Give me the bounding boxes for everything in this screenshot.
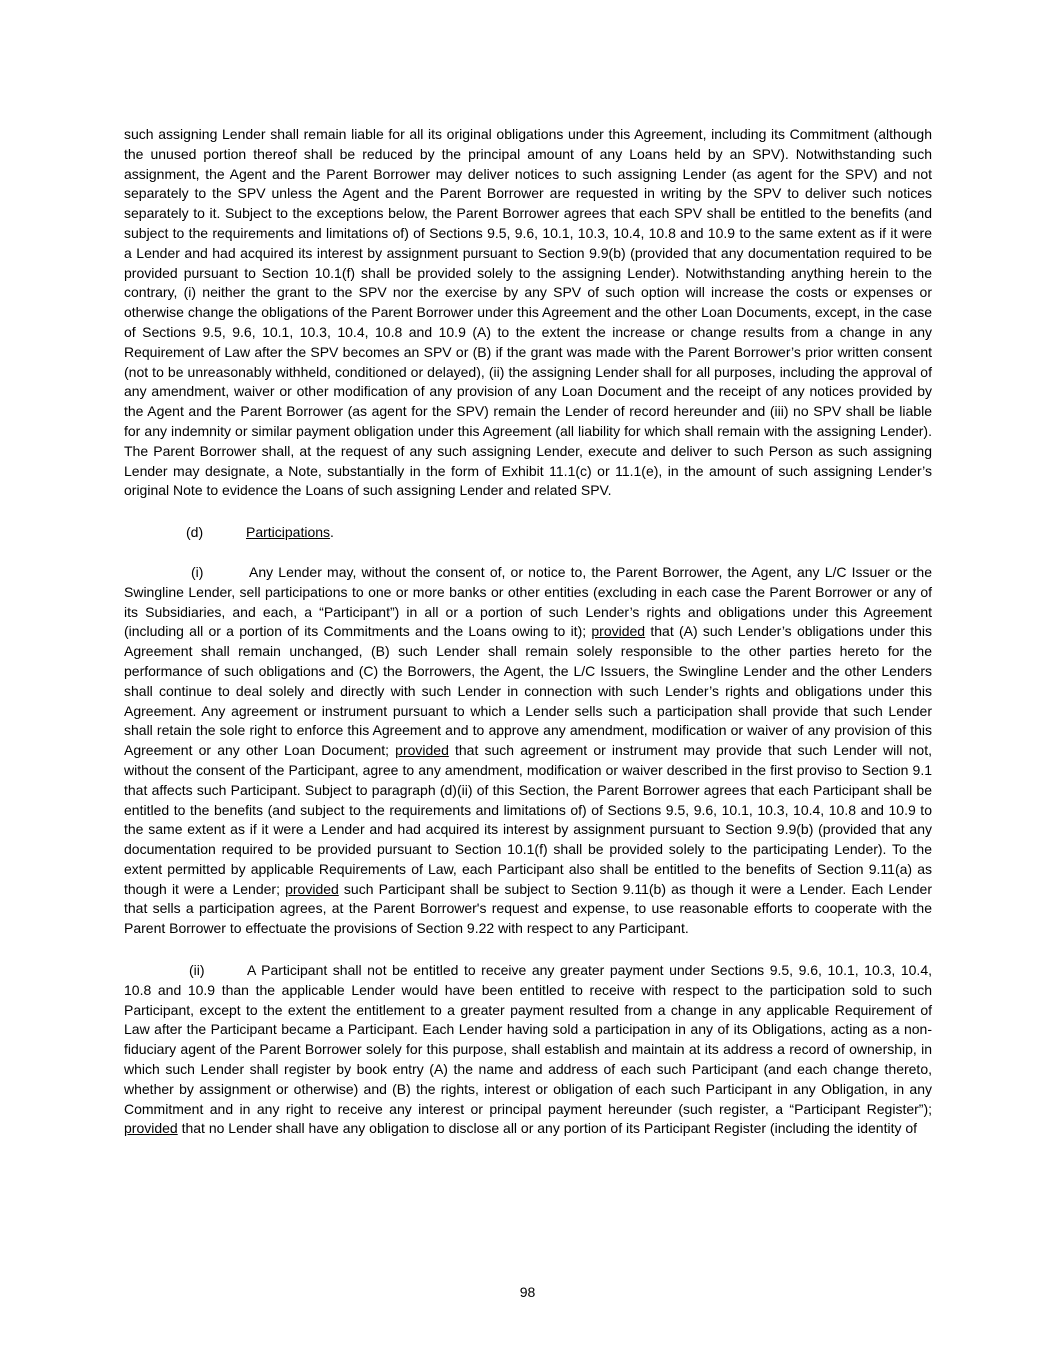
page-number: 98 (519, 1284, 536, 1300)
section-d-title: Participations (246, 524, 331, 541)
paragraph-d-i-text-4: such Participant shall be subject to Section 9.11(b) as though it were a Lender. Each Lender that sells a participation agrees, at the Parent Borrower's request and expense, to use reasonable efforts to cooperate with the Parent Borrower to effectuate the provisions of Section 9.22 with respect to any Participant. (124, 880, 932, 937)
paragraph-d-ii (124, 961, 932, 1139)
page-body (124, 125, 932, 1139)
paragraph-d-ii-marker: (ii) (189, 962, 205, 979)
paragraph-d-i-marker: (i) (191, 563, 204, 580)
provided-underline-3: provided (285, 880, 339, 897)
paragraph-d-ii-text-2: that no Lender shall have any obligation to disclose all or any portion of its Participant Register (including the identity of (177, 1120, 918, 1137)
paragraph-d-i-text-3: that such agreement or instrument may provide that such Lender will not, without the consent of the Participant, agree to any amendment, modification or waiver described in the first proviso to Section 9.1 that affects such Participant. Subject to paragraph (d)(ii) of this Section, the Parent Borrower agrees that each Participant shall be entitled to the benefits (and subject to the requirements and limitations of) of Sections 9.5, 9.6, 10.1, 10.3, 10.4, 10.8 and 10.9 to the same extent as if it were a Lender and had acquired its interest by assignment pursuant to Section 9.9(b) (provided that any documentation required to be provided pursuant to Section 10.1(f) shall be provided solely to the participating Lender). To the extent permitted by applicable Requirements of Law, each Participant also shall be entitled to the benefits of Section 9.11(a) as though it were a Lender; (124, 742, 932, 897)
section-d-heading (186, 523, 932, 543)
paragraph-d-i-text-2: that (A) such Lender’s obligations under this Agreement shall remain unchanged, (B) such Lender shall remain solely responsible to the other parties hereto for the performance of such obligations and (C) the Borrowers, the Agent, the L/C Issuers, the Swingline Lender and the other Lenders shall continue to deal solely and directly with such Lender in connection with such Lender’s rights and obligations under this Agreement. Any agreement or instrument pursuant to which a Lender sells such a participation shall provide that such Lender shall retain the sole right to enforce this Agreement and to approve any amendment, modification or waiver of any provision of this Agreement or any other Loan Document; (124, 623, 932, 759)
paragraph-d-ii-text-1: A Participant shall not be entitled to receive any greater payment under Sections 9.5, 9.6, 10.1, 10.3, 10.4, 10.8 and 10.9 than the applicable Lender would have been entitled to receive with respect to the participation sold to such Participant, except to the extent the entitlement to a greater payment resulted from a change in any applicable Requirement of Law after the Participant became a Participant. Each Lender having sold a participation in any of its Obligations, acting as a non-fiduciary agent of the Parent Borrower solely for this purpose, shall establish and maintain at its address a record of ownership, in which such Lender shall register by book entry (A) the name and address of each such Participant (and each change thereto, whether by assignment or otherwise) and (B) the rights, interest or obligation of each such Participant in any Obligation, in any Commitment and in any right to receive any interest or principal payment hereunder (such register, a “Participant Register”); (124, 962, 932, 1117)
provided-underline-4: provided (124, 1120, 178, 1137)
paragraph-d-i (124, 563, 932, 939)
paragraph-d-i-text-1: Any Lender may, without the consent of, or notice to, the Parent Borrower, the Agent, any L/C Issuer or the Swingline Lender, sell participations to one or more banks or other entities (excluding in each case the Parent Borrower or any of its Subsidiaries, and each, a “Participant”) in all or a portion of such Lender’s rights and obligations under this Agreement (including all or a portion of its Commitments and the Loans owing to it); (124, 563, 932, 640)
section-d-number: (d) (186, 524, 204, 541)
provided-underline-2: provided (395, 742, 449, 759)
paragraph-spv-continuation: such assigning Lender shall remain liable for all its original obligations under this Agreement, including its Commitment (although the unused portion thereof shall be reduced by the principal amount of any Loans held by an SPV). Notwithstanding such assignment, the Agent and the Parent Borrower may deliver notices to such assigning Lender (as agent for the SPV) and not separately to the SPV unless the Agent and the Parent Borrower are requested in writing by the SPV to deliver such notices separately to it. Subject to the exceptions below, the Parent Borrower agrees that each SPV shall be entitled to the benefits (and subject to the requirements and limitations of) of Sections 9.5, 9.6, 10.1, 10.3, 10.4, 10.8 and 10.9 to the same extent as if it were a Lender and had acquired its interest by assignment pursuant to Section 9.9(b) (provided that any documentation required to be provided pursuant to Section 10.1(f) shall be provided solely to the assigning Lender). Notwithstanding anything herein to the contrary, (i) neither the grant to the SPV nor the exercise by any SPV of such option will increase the costs or expenses or otherwise change the obligations of the Parent Borrower under this Agreement and the other Loan Documents, except, in the case of Sections 9.5, 9.6, 10.1, 10.3, 10.4, 10.8 and 10.9 (A) to the extent the increase or change results from a change in any Requirement of Law after the SPV becomes an SPV or (B) if the grant was made with the Parent Borrower’s prior written consent (not to be unreasonably withheld, conditioned or delayed), (ii) the assigning Lender shall for all purposes, including the approval of any amendment, waiver or other modification of any provision of any Loan Document and the receipt of any notices provided by the Agent and the Parent Borrower (as agent for the SPV) remain the Lender of record hereunder and (iii) no SPV shall be liable for any indemnity or similar payment obligation under this Agreement (all liability for which shall remain with the assigning Lender). The Parent Borrower shall, at the request of any such assigning Lender, execute and deliver to such Person as such assigning Lender may designate, a Note, substantially in the form of Exhibit 11.1(c) or 11.1(e), in the amount of such assigning Lender’s original Note to evidence the Loans of such assigning Lender and related SPV. (124, 126, 932, 499)
provided-underline-1: provided (591, 623, 646, 640)
section-d-trailing: . (330, 524, 334, 541)
